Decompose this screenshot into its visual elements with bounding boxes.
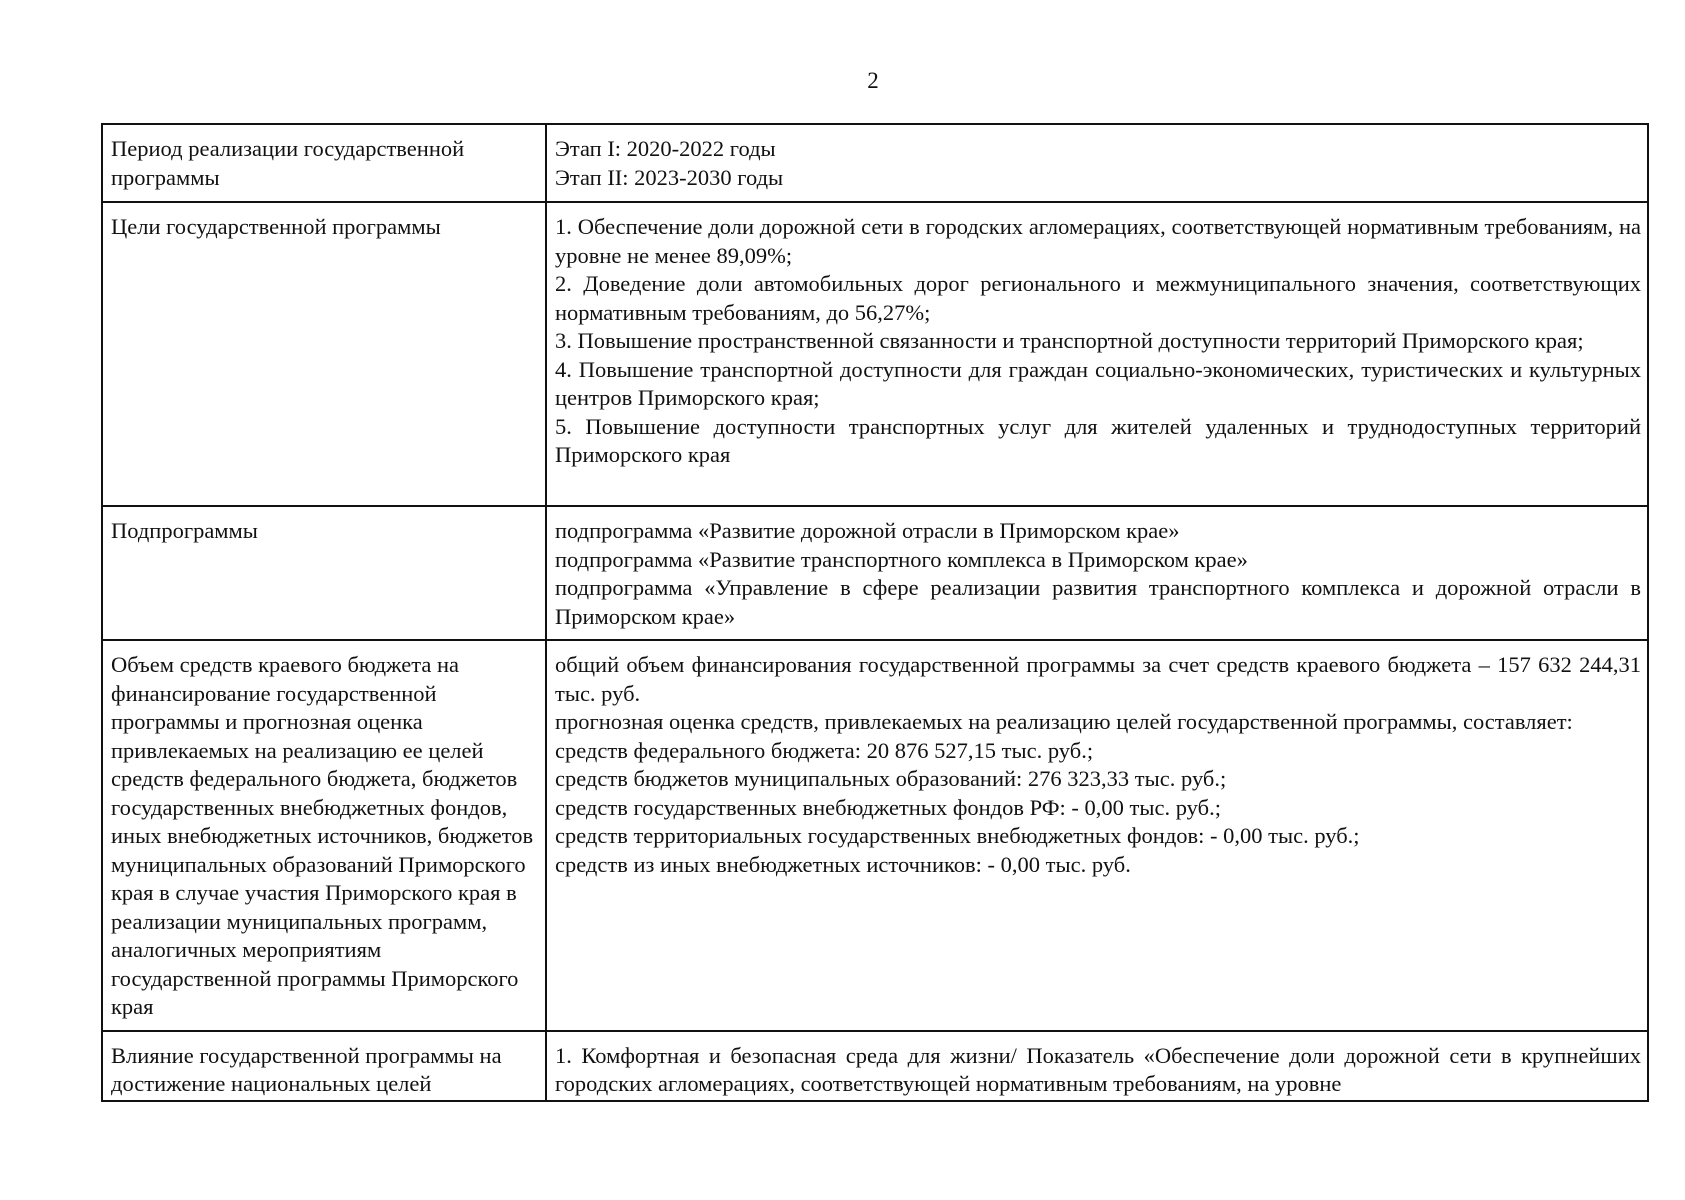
period-label: Период реализации государственной программы xyxy=(102,124,546,202)
subprogram-item-2: подпрограмма «Развитие транспортного комплекса в Приморском крае» xyxy=(555,546,1248,572)
table-row-goals xyxy=(102,202,1648,506)
goal-item-5: 5. Повышение доступности транспортных услуг для жителей удаленных и труднодоступных территорий Приморского края xyxy=(555,413,1641,467)
goal-item-4: 4. Повышение транспортной доступности для граждан социально-экономических, туристических и культурных центров Приморского края; xyxy=(555,356,1641,410)
goals-label: Цели государственной программы xyxy=(102,202,546,506)
page-number: 2 xyxy=(867,68,879,93)
table-row-budget xyxy=(102,640,1648,1031)
period-value xyxy=(546,124,1648,202)
goal-item-1: 1. Обеспечение доли дорожной сети в городских агломерациях, соответствующей нормативным требованиям, на уровне не менее 89,09%; xyxy=(555,214,1641,268)
budget-total: общий объем финансирования государственной программы за счет средств краевого бюджета – 157 632 244,31 тыс. руб. xyxy=(555,652,1641,706)
period-stage-2: Этап II: 2023-2030 годы xyxy=(555,164,784,190)
budget-territorial-funds: средств территориальных государственных внебюджетных фондов: - 0,00 тыс. руб.; xyxy=(555,823,1360,848)
budget-state-funds: средств государственных внебюджетных фондов РФ: - 0,00 тыс. руб.; xyxy=(555,794,1221,820)
period-stage-1: Этап I: 2020-2022 годы xyxy=(555,136,776,161)
budget-other-sources: средств из иных внебюджетных источников: - 0,00 тыс. руб. xyxy=(555,851,1131,877)
table-row-subprograms xyxy=(102,506,1648,640)
goal-item-3: 3. Повышение пространственной связанности и транспортной доступности территорий Приморского края; xyxy=(555,328,1584,353)
subprograms-value xyxy=(546,506,1648,640)
subprogram-item-3: подпрограмма «Управление в сфере реализации развития транспортного комплекса и дорожной отрасли в Приморском крае» xyxy=(555,575,1641,629)
budget-label: Объем средств краевого бюджета на финансирование государственной программы и прогнозная оценка привлекаемых на реализацию ее целей средств федерального бюджета, бюджетов государственных внебюджетных фондов, иных внебюджетных источников, бюджетов муниципальных образований Приморского края в случае участия Приморского края в реализации муниципальных программ, аналогичных мероприятиям государственной программы Приморского края xyxy=(102,640,546,1031)
goal-item-2: 2. Доведение доли автомобильных дорог регионального и межмуниципального значения, соответствующих нормативным требованиям, до 56,27%; xyxy=(555,271,1641,325)
budget-forecast-intro: прогнозная оценка средств, привлекаемых на реализацию целей государственной программы, составляет: xyxy=(555,709,1573,734)
program-passport-table xyxy=(101,123,1649,1102)
influence-value: 1. Комфортная и безопасная среда для жизни/ Показатель «Обеспечение доли дорожной сети в крупнейших городских агломерациях, соответствующей нормативным требованиям, на уровне xyxy=(546,1031,1648,1101)
budget-municipal: средств бюджетов муниципальных образований: 276 323,33 тыс. руб.; xyxy=(555,766,1227,791)
subprograms-label: Подпрограммы xyxy=(102,506,546,640)
table-row-influence xyxy=(102,1031,1648,1101)
table-row-period xyxy=(102,124,1648,202)
influence-label: Влияние государственной программы на достижение национальных целей xyxy=(102,1031,546,1101)
subprogram-item-1: подпрограмма «Развитие дорожной отрасли в Приморском крае» xyxy=(555,518,1180,543)
goals-value xyxy=(546,202,1648,506)
budget-value xyxy=(546,640,1648,1031)
budget-federal: средств федерального бюджета: 20 876 527,15 тыс. руб.; xyxy=(555,737,1094,763)
